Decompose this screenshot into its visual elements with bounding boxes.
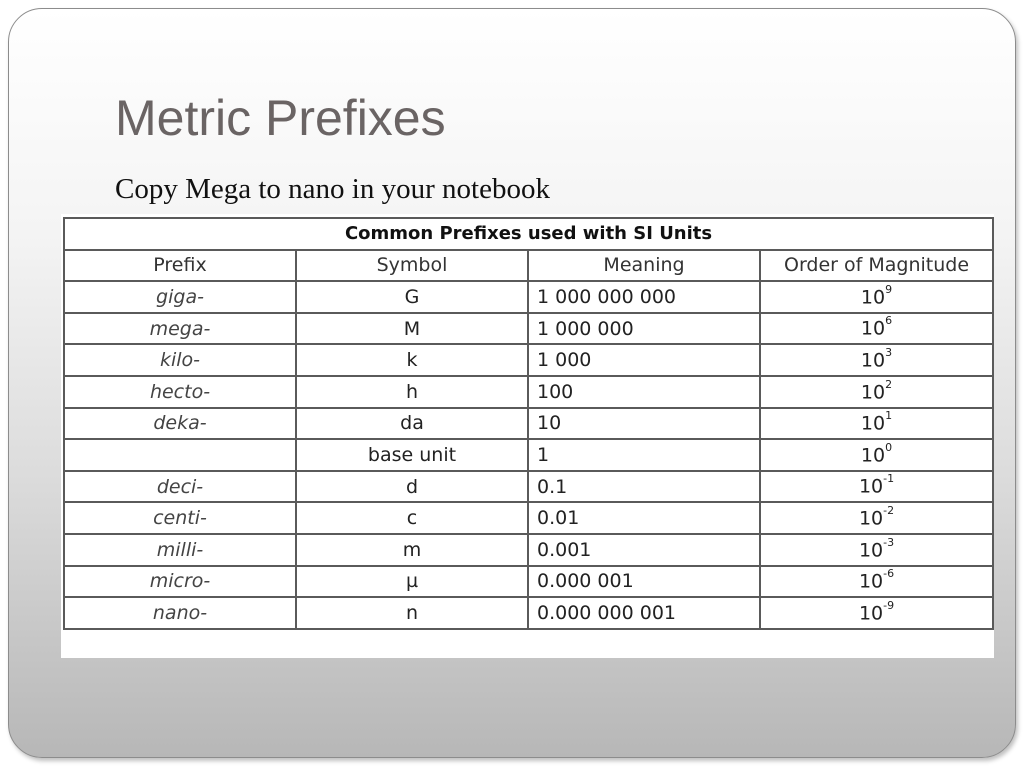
cell-meaning: 0.000 000 001: [528, 597, 760, 629]
cell-order-of-magnitude: [760, 439, 993, 471]
cell-prefix: giga-: [64, 281, 296, 313]
cell-symbol: M: [296, 313, 528, 345]
header-order-of-magnitude: Order of Magnitude: [760, 250, 993, 282]
table-body: [64, 281, 993, 629]
magnitude-exponent: -6: [883, 567, 895, 581]
cell-symbol: c: [296, 502, 528, 534]
cell-prefix: [64, 439, 296, 471]
cell-order-of-magnitude: [760, 281, 993, 313]
cell-order-of-magnitude: [760, 597, 993, 629]
cell-order-of-magnitude: [760, 344, 993, 376]
cell-prefix: deci-: [64, 471, 296, 503]
cell-symbol: k: [296, 344, 528, 376]
cell-order-of-magnitude: [760, 534, 993, 566]
magnitude-exponent: -2: [883, 503, 895, 517]
header-symbol: Symbol: [296, 250, 528, 282]
prefix-table-image: [61, 214, 994, 658]
magnitude-base: 10: [858, 507, 884, 530]
cell-meaning: 0.1: [528, 471, 760, 503]
cell-order-of-magnitude: [760, 408, 993, 440]
cell-prefix: deka-: [64, 408, 296, 440]
table-row: [64, 344, 993, 376]
slide-subtitle: Copy Mega to nano in your notebook: [115, 173, 550, 205]
table-row: [64, 471, 993, 503]
cell-prefix: mega-: [64, 313, 296, 345]
cell-prefix: centi-: [64, 502, 296, 534]
magnitude-base: 10: [860, 380, 886, 403]
cell-symbol: G: [296, 281, 528, 313]
magnitude-base: 10: [858, 475, 884, 498]
cell-symbol: da: [296, 408, 528, 440]
table-row: [64, 439, 993, 471]
cell-prefix: nano-: [64, 597, 296, 629]
cell-prefix: micro-: [64, 566, 296, 598]
cell-meaning: 1: [528, 439, 760, 471]
magnitude-base: 10: [860, 349, 886, 372]
table-caption-row: [64, 218, 993, 250]
cell-meaning: 0.001: [528, 534, 760, 566]
cell-order-of-magnitude: [760, 313, 993, 345]
cell-meaning: 10: [528, 408, 760, 440]
magnitude-exponent: -1: [883, 472, 895, 486]
table-row: [64, 534, 993, 566]
header-meaning: Meaning: [528, 250, 760, 282]
magnitude-exponent: 1: [885, 409, 893, 423]
cell-symbol: d: [296, 471, 528, 503]
magnitude-exponent: -3: [883, 535, 895, 549]
slide: [8, 8, 1016, 758]
cell-prefix: hecto-: [64, 376, 296, 408]
cell-symbol: base unit: [296, 439, 528, 471]
table-row: [64, 502, 993, 534]
magnitude-base: 10: [860, 444, 886, 467]
cell-meaning: 1 000 000: [528, 313, 760, 345]
magnitude-exponent: 0: [885, 440, 893, 454]
cell-symbol: µ: [296, 566, 528, 598]
cell-symbol: h: [296, 376, 528, 408]
table-header-row: [64, 250, 993, 282]
magnitude-exponent: 9: [885, 282, 893, 296]
header-prefix: Prefix: [64, 250, 296, 282]
magnitude-exponent: 3: [885, 346, 893, 359]
magnitude-base: 10: [858, 570, 884, 593]
magnitude-exponent: 2: [885, 377, 893, 391]
magnitude-base: 10: [860, 412, 886, 435]
magnitude-base: 10: [858, 602, 884, 625]
cell-order-of-magnitude: [760, 502, 993, 534]
table-row: [64, 313, 993, 345]
table-row: [64, 281, 993, 313]
prefix-table: [63, 217, 994, 630]
table-caption: Common Prefixes used with SI Units: [64, 218, 993, 250]
cell-meaning: 100: [528, 376, 760, 408]
magnitude-exponent: 6: [885, 314, 893, 328]
cell-prefix: kilo-: [64, 344, 296, 376]
cell-order-of-magnitude: [760, 471, 993, 503]
cell-meaning: 0.01: [528, 502, 760, 534]
table-row: [64, 376, 993, 408]
cell-meaning: 0.000 001: [528, 566, 760, 598]
magnitude-base: 10: [860, 317, 886, 340]
cell-symbol: m: [296, 534, 528, 566]
magnitude-exponent: -9: [883, 598, 895, 612]
cell-meaning: 1 000 000 000: [528, 281, 760, 313]
magnitude-base: 10: [858, 538, 884, 561]
magnitude-base: 10: [860, 286, 886, 309]
cell-order-of-magnitude: [760, 376, 993, 408]
cell-order-of-magnitude: [760, 566, 993, 598]
cell-prefix: milli-: [64, 534, 296, 566]
table-row: [64, 408, 993, 440]
slide-title: Metric Prefixes: [115, 90, 446, 146]
table-row: [64, 597, 993, 629]
cell-meaning: 1 000: [528, 344, 760, 376]
cell-symbol: n: [296, 597, 528, 629]
table-row: [64, 566, 993, 598]
